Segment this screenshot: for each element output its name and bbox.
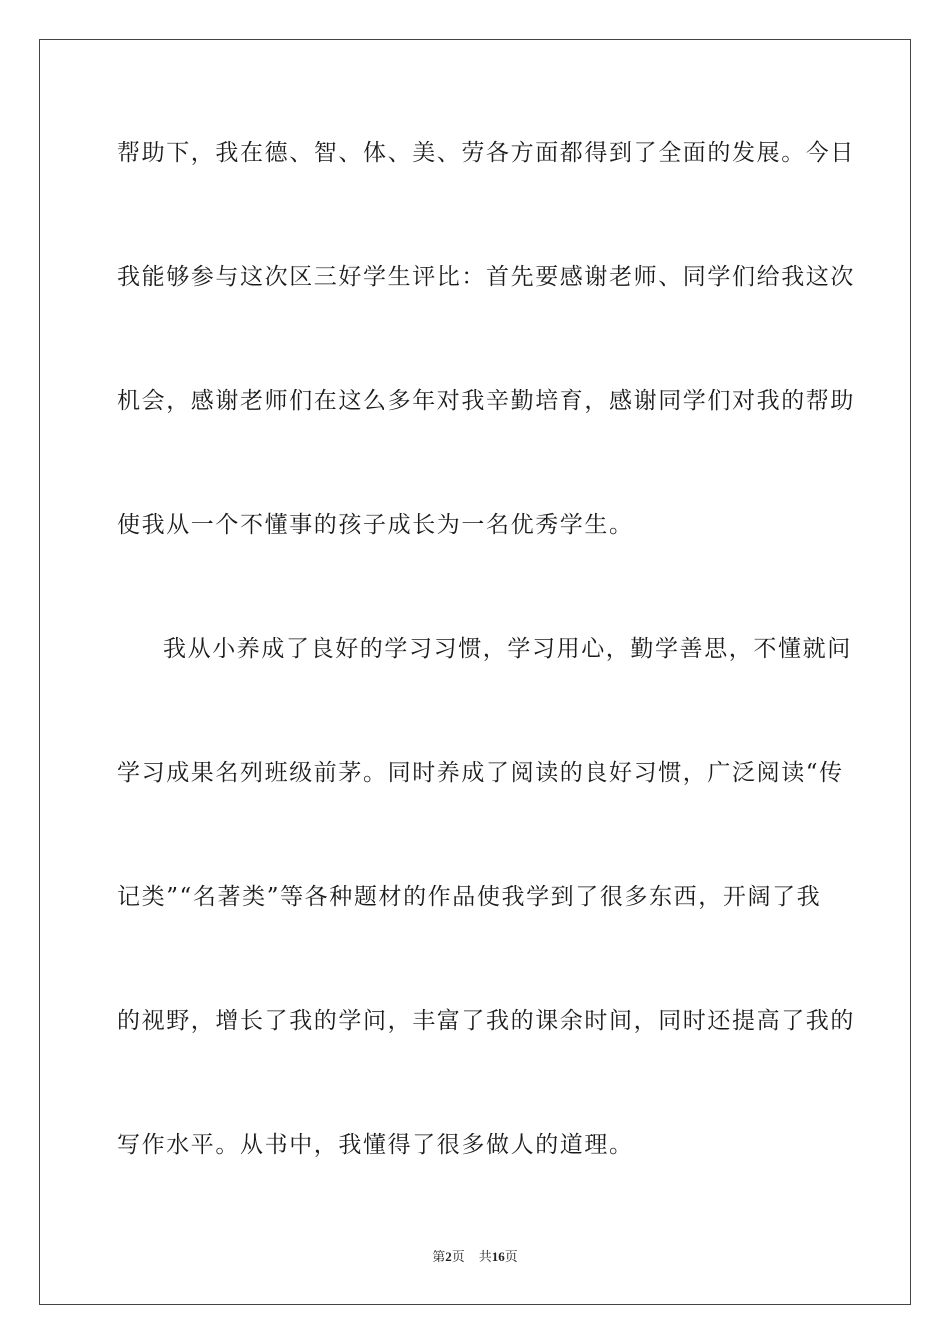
page-border <box>39 39 911 1305</box>
body-text-line-7: 记类”“名著类”等各种题材的作品使我学到了很多东西，开阔了我 <box>117 884 822 910</box>
total-prefix: 共 <box>478 1250 492 1265</box>
total-suffix: 页 <box>504 1250 518 1265</box>
body-text-line-4: 使我从一个不懂事的孩子成长为一名优秀学生。 <box>117 512 634 538</box>
body-text-line-1: 帮助下，我在德、智、体、美、劳各方面都得到了全面的发展。今日 <box>117 140 855 166</box>
page-suffix: 页 <box>451 1250 465 1265</box>
page-prefix: 第 <box>432 1250 446 1265</box>
total-pages: 16 <box>491 1249 505 1264</box>
body-text-line-6: 学习成果名列班级前茅。同时养成了阅读的良好习惯，广泛阅读“传 <box>117 760 844 786</box>
body-text-line-5: 我从小养成了良好的学习习惯，学习用心，勤学善思，不懂就问 <box>163 636 852 662</box>
page-number: 2 <box>445 1249 452 1264</box>
body-text-line-3: 机会，感谢老师们在这么多年对我辛勤培育，感谢同学们对我的帮助 <box>117 388 855 414</box>
body-text-line-8: 的视野，增长了我的学问，丰富了我的课余时间，同时还提高了我的 <box>117 1008 855 1034</box>
body-text-line-9: 写作水平。从书中，我懂得了很多做人的道理。 <box>117 1132 634 1158</box>
body-text-line-2: 我能够参与这次区三好学生评比：首先要感谢老师、同学们给我这次 <box>117 264 855 290</box>
page-footer <box>0 1249 950 1266</box>
